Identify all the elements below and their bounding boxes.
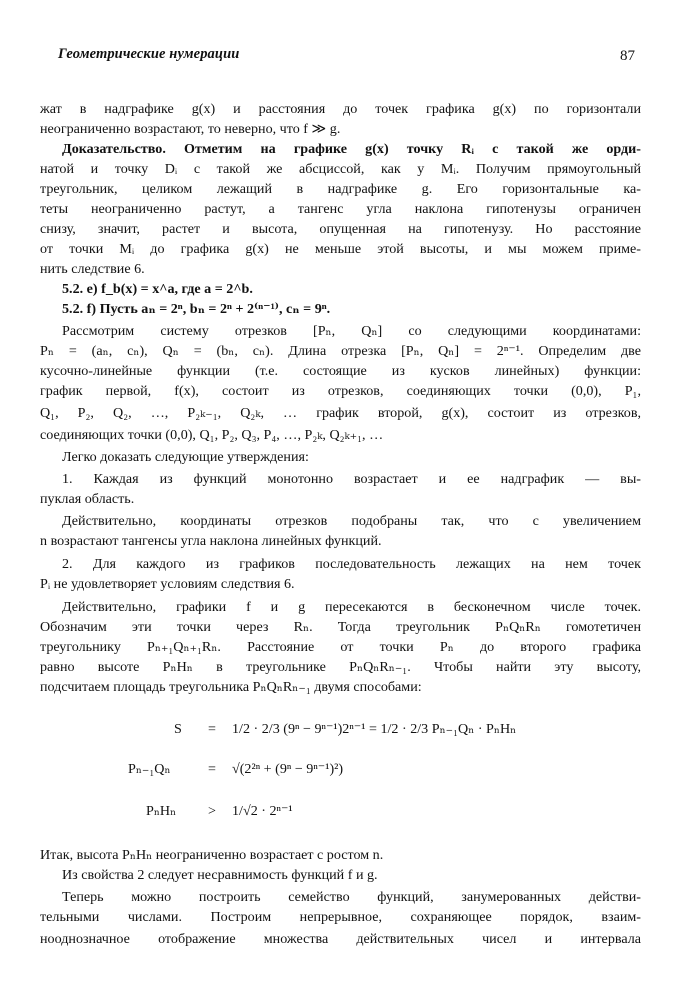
- text-line: график первой, f(x), состоит из отрезков, соединяющих точки (0,0), P₁,: [40, 383, 641, 399]
- text-line: Итак, высота PₙHₙ неограниченно возрастает с ростом n.: [40, 847, 384, 863]
- text-line: подсчитаем площадь треугольника PₙQₙRₙ₋₁ двумя способами:: [40, 679, 422, 695]
- text-line: Легко доказать следующие утверждения:: [62, 449, 309, 465]
- equation-lhs: PₙHₙ: [146, 803, 177, 819]
- text-line: Q₁, P₂, Q₂, …, P₂ₖ₋₁, Q₂ₖ, … график второй, g(x), состоит из отрезков,: [40, 405, 641, 421]
- text-line: Pₙ = (aₙ, cₙ), Qₙ = (bₙ, cₙ). Длина отрезка [Pₙ, Qₙ] = 2ⁿ⁻¹. Определим две: [40, 343, 641, 359]
- text-line: нить следствие 6.: [40, 261, 145, 277]
- text-line: Теперь можно построить семейство функций, занумерованных действи-: [62, 889, 641, 905]
- equation-rhs: √(2²ⁿ + (9ⁿ − 9ⁿ⁻¹)²): [232, 761, 344, 777]
- page-number: 87: [620, 48, 635, 64]
- text-line: 1. Каждая из функций монотонно возрастает и ее надграфик — вы-: [62, 471, 641, 487]
- text-line: кусочно-линейные функции (т.е. состоящие из кусков линейных) функции:: [40, 363, 641, 379]
- text-line: Из свойства 2 следует несравнимость функций f и g.: [62, 867, 378, 883]
- text-line: от точки Mᵢ до графика g(x) не меньше этой высоты, и мы можем приме-: [40, 241, 641, 257]
- text-line: Обозначим эти точки через Rₙ. Тогда треугольник PₙQₙRₙ гомотетичен: [40, 619, 641, 635]
- text-line: снизу, значит, растет и высота, опущенная на гипотенузу. Но расстояние: [40, 221, 641, 237]
- running-head-title: Геометрические нумерации: [58, 46, 240, 62]
- text-line: равно высоте PₙHₙ в треугольнике PₙQₙRₙ₋₁. Чтобы найти эту высоту,: [40, 659, 641, 675]
- text-line: Pᵢ не удовлетворяет условиям следствия 6.: [40, 576, 295, 592]
- text-line: пуклая область.: [40, 491, 135, 507]
- text-line: неограниченно возрастают, то неверно, что f ≫ g.: [40, 121, 341, 137]
- text-line: натой и точку Dᵢ с такой же абсциссой, как у Mᵢ. Получим прямоугольный: [40, 161, 641, 177]
- text-line: 2. Для каждого из графиков последовательность лежащих на нем точек: [62, 556, 641, 572]
- text-line: 5.2. e) f_b(x) = x^a, где a = 2^b.: [62, 281, 253, 297]
- text-line: треугольнику Pₙ₊₁Qₙ₊₁Rₙ. Расстояние от точки Pₙ до второго графика: [40, 639, 641, 655]
- text-line: Действительно, координаты отрезков подобраны так, что с увеличением: [62, 513, 641, 529]
- text-line: 5.2. f) Пусть aₙ = 2ⁿ, bₙ = 2ⁿ + 2⁽ⁿ⁻¹⁾, cₙ = 9ⁿ.: [62, 301, 331, 317]
- equation-rhs: 1/2 · 2/3 (9ⁿ − 9ⁿ⁻¹)2ⁿ⁻¹ = 1/2 · 2/3 Pₙ₋₁Qₙ · PₙHₙ: [232, 721, 517, 737]
- text-line: треугольник, целиком лежащий в надграфике g. Его горизонтальные ка-: [40, 181, 641, 197]
- equation-relation: >: [208, 803, 216, 819]
- text-line: жат в надграфике g(x) и расстояния до точек графика g(x) по горизонтали: [40, 101, 641, 117]
- text-line: Действительно, графики f и g пересекаются в бесконечном числе точек.: [62, 599, 641, 615]
- text-line: n возрастают тангенсы угла наклона линейных функций.: [40, 533, 382, 549]
- equation-rhs: 1/√2 · 2ⁿ⁻¹: [232, 803, 293, 819]
- equation-relation: =: [208, 721, 216, 737]
- text-line: тельными числами. Построим непрерывное, сохраняющее порядок, взаим-: [40, 909, 641, 925]
- text-line: нооднозначное отображение множества действительных чисел и интервала: [40, 931, 641, 947]
- text-line: теты неограниченно растут, а тангенс угла наклона гипотенузы ограничен: [40, 201, 641, 217]
- equation-lhs: Pₙ₋₁Qₙ: [128, 761, 171, 777]
- text-line: Доказательство. Отметим на графике g(x) точку Rᵢ с такой же орди-: [62, 141, 641, 157]
- equation-lhs: S: [174, 721, 182, 737]
- text-line: Рассмотрим систему отрезков [Pₙ, Qₙ] со следующими координатами:: [62, 323, 641, 339]
- equation-relation: =: [208, 761, 216, 777]
- text-line: соединяющих точки (0,0), Q₁, P₂, Q₃, P₄, …, P₂ₖ, Q₂ₖ₊₁, …: [40, 427, 384, 443]
